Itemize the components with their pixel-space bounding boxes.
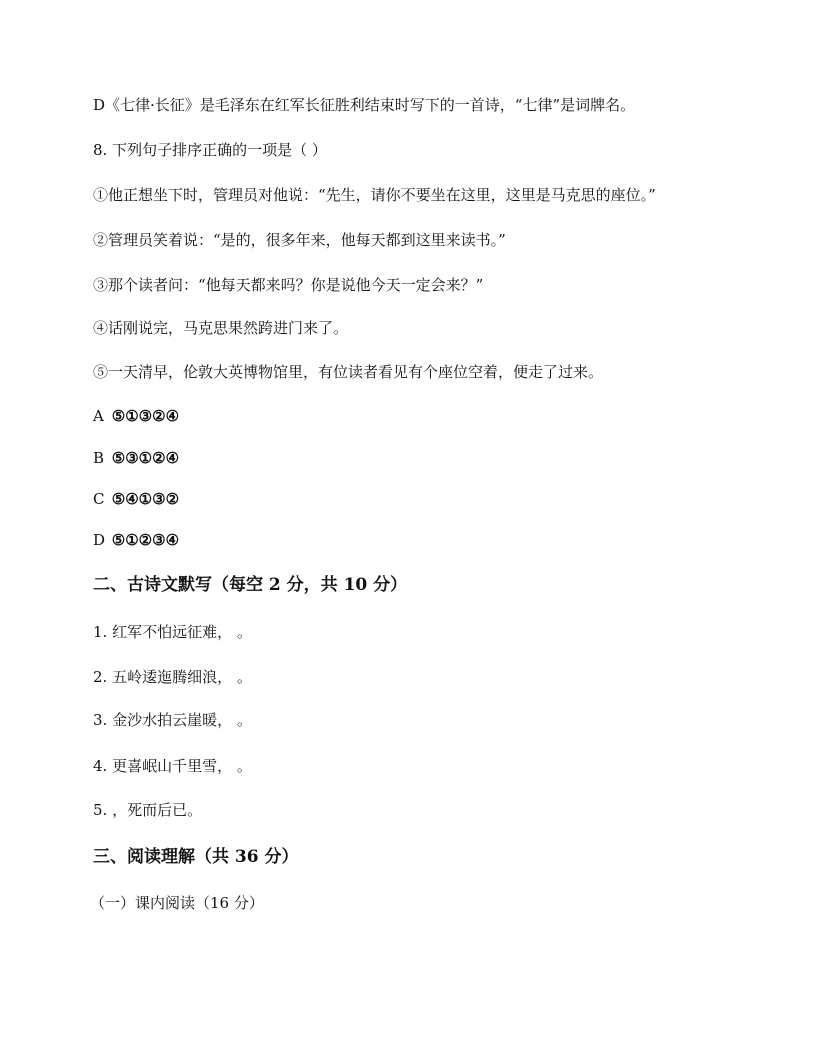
section-2-heading: 二、古诗文默写（每空 2 分，共 10 分） xyxy=(93,575,408,595)
recitation-item-2: 2. 五岭逶迤腾细浪， 。 xyxy=(93,668,252,686)
option-sequence: ⑤①②③④ xyxy=(111,531,180,549)
q7-option-d: D《七律·长征》是毛泽东在红军长征胜利结束时写下的一首诗，“七律”是词牌名。 xyxy=(93,96,636,114)
option-letter: A xyxy=(93,407,104,425)
q8-sentence-2: ②管理员笑着说：“是的，很多年来，他每天都到这里来读书。” xyxy=(93,231,506,249)
option-letter: D xyxy=(93,531,106,549)
recitation-item-1: 1. 红军不怕远征难， 。 xyxy=(93,623,252,641)
q8-option-b xyxy=(93,448,756,468)
recitation-item-3: 3. 金沙水拍云崖暖， 。 xyxy=(93,711,252,729)
q8-sentence-4: ④话刚说完，马克思果然跨进门来了。 xyxy=(93,319,349,337)
q8-stem: 8. 下列句子排序正确的一项是（ ） xyxy=(93,141,327,159)
q8-sentence-3: ③那个读者问：“他每天都来吗？你是说他今天一定会来？” xyxy=(93,276,484,294)
q8-option-a xyxy=(93,406,756,426)
option-letter: B xyxy=(93,449,105,467)
section-3-subheading: （一）课内阅读（16 分） xyxy=(90,894,264,912)
q8-option-d xyxy=(93,530,756,550)
q8-sentence-5: ⑤一天清早，伦敦大英博物馆里，有位读者看见有个座位空着，便走了过来。 xyxy=(93,363,604,381)
q8-sentence-1: ①他正想坐下时，管理员对他说：“先生，请你不要坐在这里，这里是马克思的座位。” xyxy=(93,186,656,204)
q8-option-c xyxy=(93,489,756,509)
option-sequence: ⑤①③②④ xyxy=(111,407,180,425)
section-3-heading: 三、阅读理解（共 36 分） xyxy=(93,847,299,867)
option-letter: C xyxy=(93,490,105,508)
recitation-item-4: 4. 更喜岷山千里雪， 。 xyxy=(93,757,252,775)
option-sequence: ⑤④①③② xyxy=(111,490,180,508)
option-sequence: ⑤③①②④ xyxy=(111,449,180,467)
recitation-item-5: 5. ，死而后已。 xyxy=(93,801,203,819)
